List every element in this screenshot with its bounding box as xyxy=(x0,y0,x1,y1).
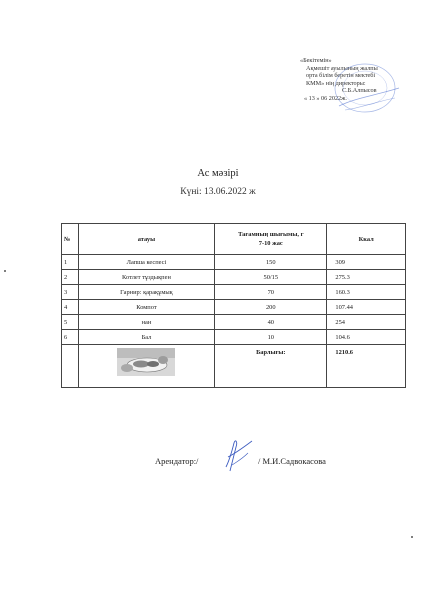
approval-date: « 13 » 06 2022ж. xyxy=(304,94,347,102)
row-no: 1 xyxy=(62,255,79,270)
approval-director-name: С.Б.Алпысов xyxy=(342,87,377,95)
row-portion: 40 xyxy=(215,315,327,330)
row-name: Лапша кеспесі xyxy=(78,255,214,270)
header-kcal: Ккал xyxy=(327,224,406,255)
header-portion-line-1: Тағамның шығымы, г xyxy=(238,231,304,238)
row-portion: 10 xyxy=(215,330,327,345)
total-value xyxy=(327,345,406,388)
row-no: 4 xyxy=(62,300,79,315)
row-portion: 200 xyxy=(215,300,327,315)
table-row xyxy=(62,255,406,270)
row-kcal: 107.44 xyxy=(327,300,406,315)
signature-role: Арендатор:/ xyxy=(155,456,199,466)
row-portion: 70 xyxy=(215,285,327,300)
handwritten-signature-icon xyxy=(218,437,258,473)
table-row xyxy=(62,300,406,315)
header-name: атауы xyxy=(78,224,214,255)
menu-table xyxy=(61,223,406,388)
approval-line-3: орта білім беретін мектебі xyxy=(306,72,376,80)
row-name: нан xyxy=(78,315,214,330)
signature-line xyxy=(155,456,326,466)
approval-block xyxy=(300,57,418,103)
row-kcal: 309 xyxy=(327,255,406,270)
row-name: Гарнир: қарақұмық xyxy=(78,285,214,300)
row-name: Котлет тұздықпен xyxy=(78,270,214,285)
row-kcal: 254 xyxy=(327,315,406,330)
row-portion: 150 xyxy=(215,255,327,270)
row-no: 6 xyxy=(62,330,79,345)
approval-line-4: КММ» нің директоры: xyxy=(306,79,366,87)
signature-name: / М.И.Садвокасова xyxy=(258,456,326,466)
row-name: Компот xyxy=(78,300,214,315)
table-row xyxy=(62,270,406,285)
table-row xyxy=(62,285,406,300)
table-total-row xyxy=(62,345,406,388)
table-header-row xyxy=(62,224,406,255)
row-no: 5 xyxy=(62,315,79,330)
header-portion-line-2: 7-10 жас xyxy=(258,240,283,247)
table-row xyxy=(62,330,406,345)
total-label xyxy=(215,345,327,388)
row-no: 2 xyxy=(62,270,79,285)
row-kcal: 160.3 xyxy=(327,285,406,300)
row-kcal: 275.3 xyxy=(327,270,406,285)
total-value-text: 1210.6 xyxy=(335,349,353,356)
page-title: Ас мәзірі xyxy=(197,168,239,179)
header-portion xyxy=(215,224,327,255)
total-label-text: Барлығы: xyxy=(256,349,286,356)
row-no: 3 xyxy=(62,285,79,300)
scan-speck xyxy=(4,270,6,272)
menu-date: Күні: 13.06.2022 ж xyxy=(180,187,256,197)
table-row xyxy=(62,315,406,330)
row-portion: 50/15 xyxy=(215,270,327,285)
row-kcal: 104.6 xyxy=(327,330,406,345)
approval-line-2: Ақмешіт ауылының жалпы xyxy=(306,64,378,72)
row-name: Бал xyxy=(78,330,214,345)
food-photo-cell xyxy=(78,345,214,388)
approval-line-1: «Бекітемін» xyxy=(300,57,332,64)
food-photo-icon xyxy=(117,348,175,376)
header-no: № xyxy=(62,224,79,255)
total-empty-cell xyxy=(62,345,79,388)
scan-speck xyxy=(411,536,413,538)
